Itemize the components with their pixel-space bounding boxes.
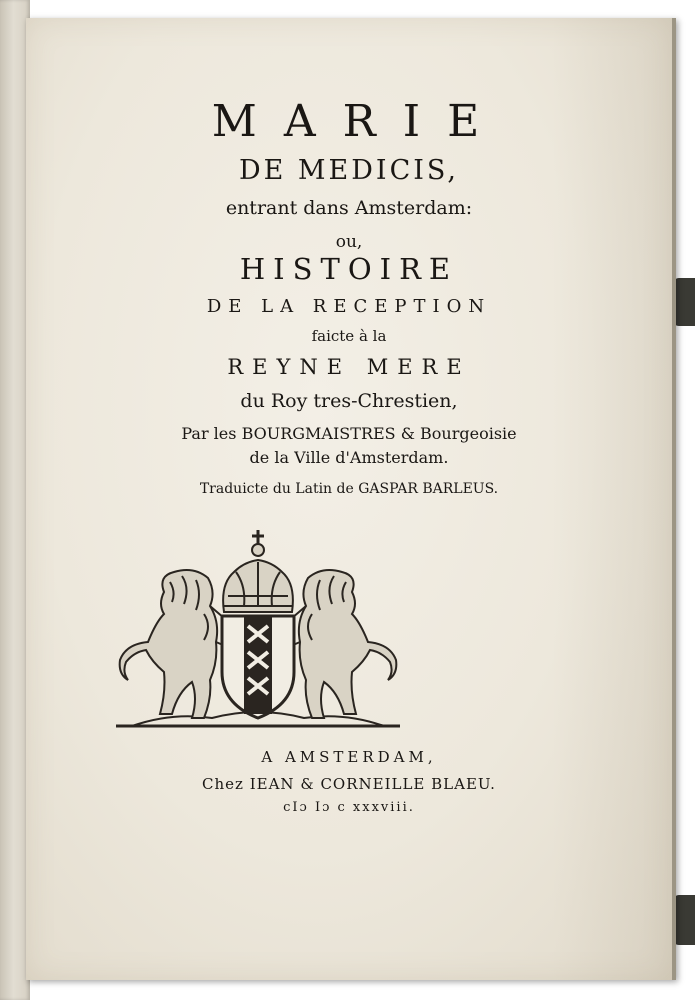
subtitle-entrant: entrant dans Amsterdam:	[225, 197, 473, 219]
subtitle-roy: du Roy tres-Chrestien,	[240, 390, 458, 412]
imprint-place: A AMSTERDAM,	[261, 748, 437, 766]
subtitle-ou: ou,	[335, 232, 363, 252]
title-de-medicis: DE MEDICIS,	[238, 155, 460, 186]
subtitle-ville: de la Ville d'Amsterdam.	[249, 448, 449, 467]
amsterdam-coat-of-arms-icon	[112, 522, 404, 734]
title-reyne-mere: REYNE MERE	[227, 355, 471, 379]
subtitle-traduicte: Traduicte du Latin de GASPAR BARLEUS.	[199, 481, 499, 497]
book-tie-lower	[673, 895, 695, 945]
imprint-date: cIɔ Iɔ c xxxviii.	[283, 800, 415, 815]
imprint-publisher: Chez IEAN & CORNEILLE BLAEU.	[202, 775, 496, 793]
title-histoire: HISTOIRE	[239, 252, 459, 286]
subtitle-faicte: faicte à la	[311, 327, 387, 345]
title-marie: MARIE	[211, 96, 507, 147]
subtitle-bourgmaistres: Par les BOURGMAISTRES & Bourgeoisie	[181, 424, 517, 443]
subtitle-reception: DE LA RECEPTION	[206, 296, 492, 317]
